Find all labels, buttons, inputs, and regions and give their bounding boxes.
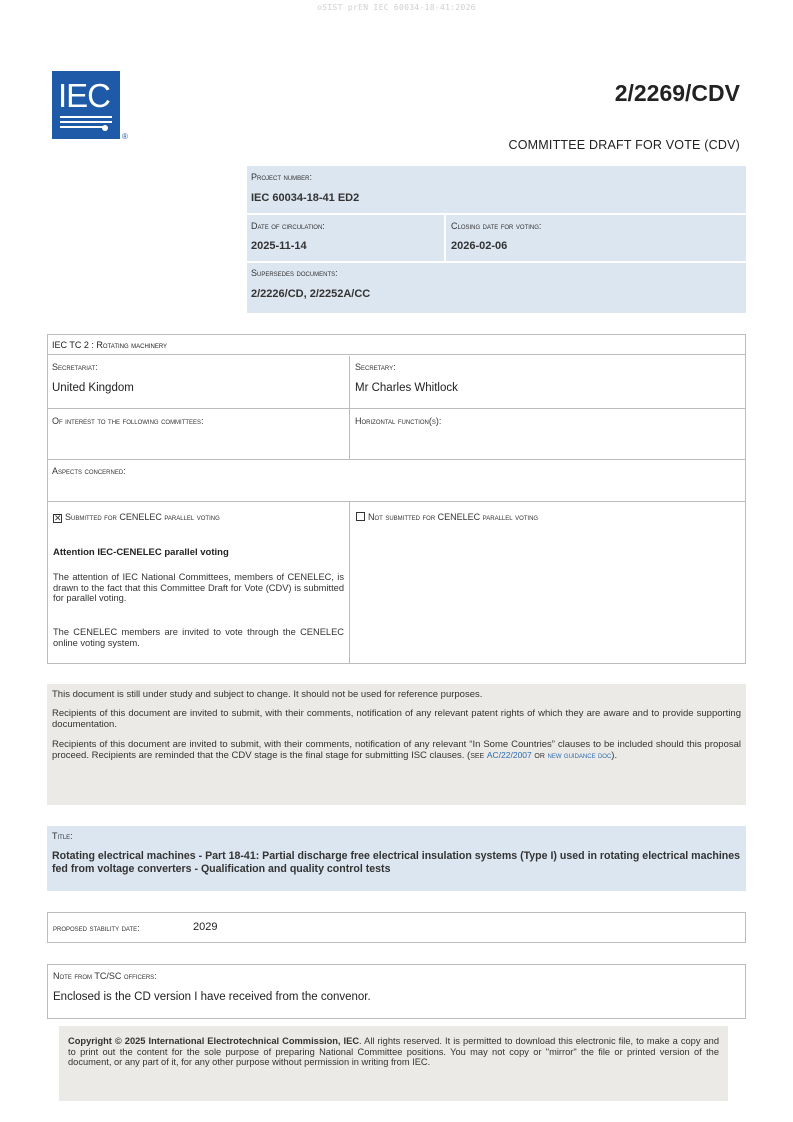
guidance-link[interactable]: new guidance doc xyxy=(547,750,612,760)
secretary: Mr Charles Whitlock xyxy=(355,382,458,394)
attention-heading: Attention IEC-CENELEC parallel voting xyxy=(53,547,229,558)
note-text: Enclosed is the CD version I have received from the convenor. xyxy=(53,991,371,1003)
ac-link[interactable]: AC/22/2007 xyxy=(486,750,532,760)
notice-box xyxy=(47,684,746,805)
title-label: Title: xyxy=(52,831,73,841)
copyright-bold: Copyright © 2025 International Electrotechnical Commission, IEC xyxy=(68,1036,360,1046)
not-submitted-checkbox[interactable] xyxy=(356,512,365,521)
secretariat: United Kingdom xyxy=(52,382,134,394)
project-number-label: Project number: xyxy=(251,172,313,182)
secretariat-label: Secretariat: xyxy=(52,362,98,372)
date-circulation-cell xyxy=(247,215,444,261)
interest-label: Of interest to the following committees: xyxy=(52,416,204,426)
document-title: Rotating electrical machines - Part 18-41: Partial discharge free electrical insulation systems (Type I) used in rotating electrical machines fed from voltage converters - Qualification and quality control tests xyxy=(52,850,741,875)
tc-row xyxy=(52,340,167,350)
see-open: (see xyxy=(467,750,485,761)
attention-p1: The attention of IEC National Committees, members of CENELEC, is drawn to the fact that this Committee Draft for Vote (CDV) is submitted for parallel voting. xyxy=(53,572,344,603)
or-text: or xyxy=(534,750,545,761)
supersedes: 2/2226/CD, 2/2252A/CC xyxy=(251,288,371,300)
stability-box xyxy=(47,912,746,943)
aspects-label: Aspects concerned: xyxy=(52,466,126,476)
not-submitted-option[interactable] xyxy=(356,512,538,522)
notice-p3-text: Recipients of this document are invited to submit, with their comments, notification of any relevant “In Some Countries” clauses to be included should this proposal proceed. Recipients are reminded that the CDV stage is the final stage for submitting ISC clauses. xyxy=(52,739,741,761)
notice-p1: This document is still under study and subject to change. It should not be used for reference purposes. xyxy=(52,689,483,700)
secretary-label: Secretary: xyxy=(355,362,396,372)
attention-p2: The CENELEC members are invited to vote through the CENELEC online voting system. xyxy=(53,627,344,648)
closing-date-cell xyxy=(446,215,746,261)
date-circulation: 2025-11-14 xyxy=(251,240,307,252)
submitted-checkbox[interactable]: ✕ xyxy=(54,513,62,523)
closing-date-label: Closing date for voting: xyxy=(451,221,542,231)
draft-type: COMMITTEE DRAFT FOR VOTE (CDV) xyxy=(508,138,740,152)
stability-date: 2029 xyxy=(193,921,218,933)
closing-date: 2026-02-06 xyxy=(451,240,508,252)
committee-table xyxy=(47,334,746,664)
date-circulation-label: Date of circulation: xyxy=(251,221,325,231)
submitted-option[interactable] xyxy=(53,512,220,523)
tc-prefix: IEC TC 2 : xyxy=(52,340,94,350)
copyright-body: . All rights reserved. It is permitted to download this electronic file, to make a copy and to print out the content for the sole purpose of preparing National Committee positions. You may not copy or "mirror" the file or printed version of the document, or any part of it, for any other purpose without permission in writing from IEC. xyxy=(68,1036,720,1067)
copyright-box xyxy=(59,1026,728,1101)
watermark: oSIST prEN IEC 60034-18-41:2026 xyxy=(317,3,476,12)
notice-p2: Recipients of this document are invited to submit, with their comments, notification of any relevant patent rights of which they are aware and to provide supporting documentation. xyxy=(52,708,741,730)
see-close: ). xyxy=(611,750,618,761)
project-number: IEC 60034-18-41 ED2 xyxy=(251,192,360,204)
logo-text: IEC xyxy=(58,77,111,114)
notice-p3 xyxy=(52,739,741,761)
submitted-label: Submitted for CENELEC parallel voting xyxy=(65,512,220,522)
note-label: Note from TC/SC officers: xyxy=(53,971,157,981)
document-number: 2/2269/CDV xyxy=(614,80,740,106)
stability-label: proposed stability date: xyxy=(53,923,140,933)
tc-name: Rotating machinery xyxy=(96,340,168,350)
not-submitted-label: Not submitted for CENELEC parallel voting xyxy=(368,512,539,522)
horizontal-label: Horizontal function(s): xyxy=(355,416,442,426)
copyright-text xyxy=(68,1036,719,1068)
registered-mark: ® xyxy=(122,132,128,141)
iec-logo xyxy=(52,71,128,141)
note-box xyxy=(47,964,746,1019)
supersedes-label: Supersedes documents: xyxy=(251,268,338,278)
title-box xyxy=(47,826,746,891)
project-number-cell xyxy=(247,166,746,213)
supersedes-cell xyxy=(247,263,746,313)
